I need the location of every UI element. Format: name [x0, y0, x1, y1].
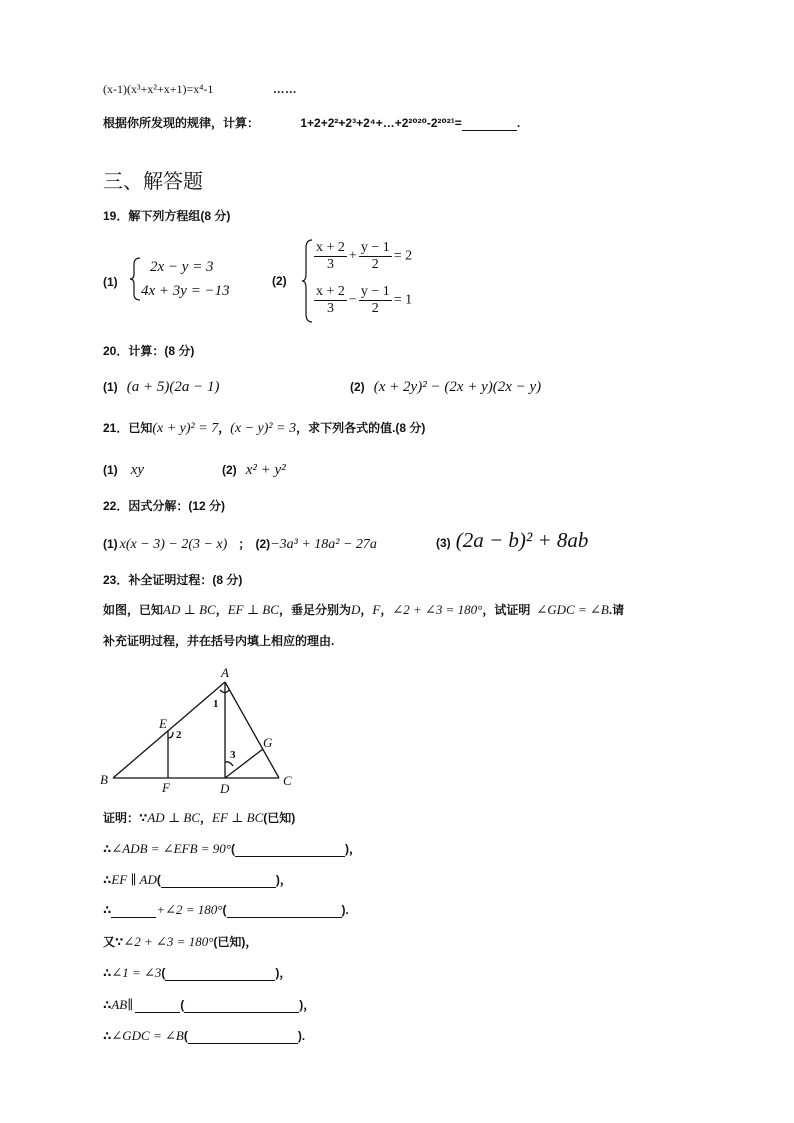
angle-3-label: 3 — [230, 749, 236, 761]
angle-2-label: 2 — [176, 729, 182, 741]
brace-icon — [128, 256, 142, 302]
angle-3-arc — [225, 762, 233, 766]
q21-given1: (x + y)² = 7 — [152, 421, 219, 436]
q22-p3: (3) (2a − b)² + 8ab — [436, 528, 589, 552]
q23-title: 23．补全证明过程：(8 分) — [103, 573, 243, 587]
answer-blank-angle[interactable] — [111, 905, 156, 918]
proof-line-4: ∴ +∠2 = 180°( ). — [103, 902, 349, 917]
q23-statement-line2: 补充证明过程，并在括号内填上相应的理由. — [103, 634, 335, 648]
q23-statement: 如图，已知AD ⊥ BC，EF ⊥ BC，垂足分别为D，F，∠2 + ∠3 = 180°，试证明 ∠GDC = ∠B.请 — [103, 602, 625, 617]
proof-line-8: ∴∠GDC = ∠B( ). — [103, 1028, 306, 1043]
q19-p2-eq2: $\frac{x + 2}{3}$ − $\frac{y - 1}{2}$ = 1 — [316, 284, 413, 316]
side-ac — [225, 682, 279, 778]
reason-blank-5[interactable] — [184, 1000, 299, 1013]
q19-p2-eq1: $\frac{x + 2}{3}$ + $\frac{y - 1}{2}$ = 2 — [316, 240, 413, 272]
proof-line-3: ∴EF ∥ AD( )， — [103, 872, 292, 887]
reason-blank-1[interactable] — [235, 844, 345, 857]
reason-blank-4[interactable] — [165, 968, 275, 981]
pattern-line — [103, 82, 297, 97]
section-title: 三、解答题 — [103, 169, 203, 193]
rule-line — [103, 114, 520, 131]
answer-blank-line[interactable] — [135, 1000, 180, 1013]
q21-p2: (2) x² + y² — [222, 462, 286, 478]
reason-blank-2[interactable] — [161, 875, 276, 888]
q19-p1-eq1: 2x − y = 3 — [150, 259, 214, 275]
q19-title: 19．解下列方程组(8 分) — [103, 209, 231, 223]
q20-p2-label: (2) — [350, 380, 365, 394]
proof-line-7: ∴AB∥ ( )， — [103, 997, 316, 1012]
rule-label: 根据你所发现的规律，计算： — [103, 116, 260, 130]
reason-blank-3[interactable] — [227, 905, 342, 918]
proof-line-6: ∴∠1 = ∠3( )， — [103, 965, 292, 980]
angle-2-arc — [168, 732, 173, 738]
q20-p2 — [350, 376, 541, 396]
q22-p1-p2: (1) x(x − 3) − 2(3 − x) ； (2)−3a³ + 18a² − 27a — [103, 537, 377, 552]
proof-line-2: ∴∠ADB = ∠EFB = 90°( )， — [103, 841, 361, 856]
label-e: E — [159, 716, 167, 731]
answer-blank[interactable] — [462, 118, 517, 131]
label-d: D — [220, 781, 230, 796]
q20-p1-label: (1) — [103, 380, 118, 394]
q21-p1: (1) xy — [103, 462, 145, 478]
rule-expression: 1+2+2²+2³+2⁴+…+2²⁰²⁰-2²⁰²¹= — [300, 116, 462, 130]
q19-p1-eq2: 4x + 3y = −13 — [141, 283, 230, 299]
q22-p3-expr: (2a − b)² + 8ab — [455, 528, 589, 552]
proof-line-5: 又∵∠2 + ∠3 = 180°(已知)， — [103, 934, 258, 949]
q20-p1-expr: (a + 5)(2a − 1) — [126, 379, 220, 395]
q21-p2-expr: x² + y² — [245, 462, 286, 478]
q20-p1 — [103, 376, 220, 396]
q19-p1-label: (1) — [103, 275, 118, 289]
angle-1-label: 1 — [213, 698, 219, 710]
q22-p1-expr: x(x − 3) − 2(3 − x) — [119, 537, 228, 552]
reason-blank-6[interactable] — [188, 1031, 298, 1044]
q22-title: 22．因式分解：(12 分) — [103, 499, 226, 513]
triangle-figure — [95, 662, 305, 797]
q21-given2: (x − y)² = 3 — [230, 421, 297, 436]
q19-p2-label: (2) — [272, 274, 287, 288]
q22-p2-expr: −3a³ + 18a² − 27a — [270, 537, 377, 552]
q20-title: 20．计算：(8 分) — [103, 344, 195, 358]
label-g: G — [263, 735, 273, 750]
label-f: F — [162, 780, 170, 795]
label-c: C — [283, 773, 292, 788]
q21-p1-expr: xy — [130, 462, 145, 478]
label-a: A — [221, 665, 229, 680]
pattern-expression: (x-1)(x³+x²+x+1)=x⁴-1 — [103, 82, 214, 96]
proof-line-1: 证明：∵AD ⊥ BC，EF ⊥ BC(已知) — [103, 810, 296, 825]
q20-p2-expr: (x + 2y)² − (2x + y)(2x − y) — [373, 379, 542, 395]
ellipsis: …… — [272, 82, 297, 96]
rule-end: . — [516, 116, 521, 130]
q21-title: 21．已知(x + y)² = 7，(x − y)² = 3，求下列各式的值.(8 分) — [103, 421, 426, 436]
label-b: B — [100, 772, 108, 787]
side-ab — [113, 682, 225, 778]
